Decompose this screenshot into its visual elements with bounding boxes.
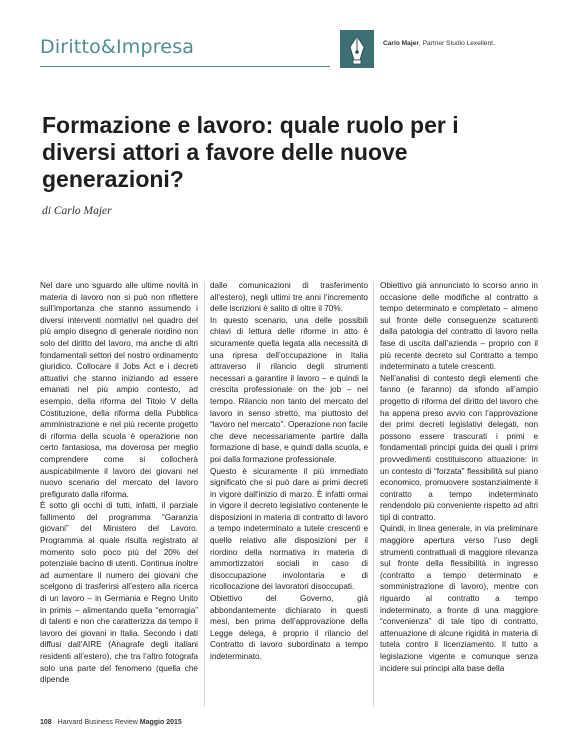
author-name: Carlo Majer <box>383 40 419 47</box>
article-column-2 <box>210 280 368 663</box>
paragraph: Obiettivo già annunciato lo scorso anno in occasione delle modifiche al contratto a tempo determinato e completato – almeno sul fronte delle conseguenze scaturenti dalla patologia del contratto di lavoro nella fase di uscita dall’azienda – proprio con il più recente decreto sul Contratto a tempo indeterminato a tutele crescenti. <box>380 281 538 372</box>
paragraph: Nel dare uno sguardo alle ultime novità in materia di lavoro non si può non riflettere sull’importanza che stanno assumendo i diversi interventi normativi nel quadro del più ampio disegno di generale riordino non solo del diritto del lavoro, ma anche di altri fondamentali settori del nostro ordinamento giuridico. Collocare il Jobs Act e i decreti attuativi che stanno iniziando ad essere emanati nel più ampio contesto, ad esempio, della riforma del Titolo V della Costituzione, della riforma della Pubblica amministrazione e nel più recente progetto di riforma della scuola è operazione non certo fantasiosa, ma doverosa per meglio comprendere come si collocherà auspicabilmente il lavoro dei giovani nel nuovo scenario del mercato del lavoro prefigurato dalla riforma. <box>40 281 198 499</box>
column-divider <box>373 282 374 707</box>
paragraph: In questo scenario, una delle possibili chiavi di lettura delle riforme in atto è sicuramente quella legata alla necessità di una ripresa dell’occupazione in Italia attraverso il rilancio degli strumenti necessari a garantire il lavoro – e quindi la crescita professionale on the job – nel tempo. Rilancio non tanto del mercato del lavoro in senso stretto, ma piuttosto del “lavoro nel mercato”. Operazione non facile che deve necessariamente partire dalla formazione di base, e quindi dalla scuola, e poi dalla formazione professionale. <box>210 315 368 464</box>
paragraph: Quindi, in linea generale, in via preliminare maggiore apertura verso l’uso degli strumenti contrattuali di maggiore rilevanza sul fronte della flessibilità in ingresso (contratto a tempo determinato e somministrazione di lavoro), mentre con riguardo al contratto a tempo indeterminato, a fronte di una maggiore “convenienza” di tale tipo di contratto, attenuazione di alcune rigidità in materia di tutela contro il licenziamento. Il tutto a legislazione vigente e comunque senza incidere sui principi alla base della <box>380 524 538 673</box>
paragraph: Obiettivo del Governo, già abbondantemente dichiarato in questi mesi, ben prima dell’approvazione della Legge delega, è proprio il rilancio del Contratto di lavoro subordinato a tempo indeterminato. <box>210 594 368 661</box>
author-role: , Partner Studio Lexellent. <box>418 40 495 47</box>
pen-icon-box <box>340 30 374 68</box>
paragraph: Questo è sicuramente il più immediato significato che si può dare ai primi decreti in vigore dall’inizio di marzo. È infatti ormai in vigore il decreto legislativo contenente le disposizioni in materia di contratto di lavoro a tempo indeterminato a tutele crescenti e quello relativo alle disposizioni per il riordino della normativa in materia di ammortizzatori sociali in caso di disoccupazione involontaria e di ricollocazione dei lavoratori disoccupati. <box>210 466 368 592</box>
page-footer <box>40 719 182 726</box>
section-rule <box>40 66 330 67</box>
article-byline: di Carlo Majer <box>42 205 112 217</box>
issue-date: Maggio 2015 <box>139 719 182 726</box>
article-column-1 <box>40 280 198 686</box>
pen-nib-icon <box>340 30 374 68</box>
article-headline: Formazione e lavoro: quale ruolo per i diversi attori a favore delle nuove generazioni? <box>42 112 459 192</box>
author-note <box>383 40 495 47</box>
paragraph: dalle comunicazioni di trasferimento all’estero), negli ultimi tre anni l’incremento delle iscrizioni è salito di oltre il 70%. <box>210 281 368 314</box>
page-number: 108 <box>40 719 52 726</box>
paragraph: Nell’analisi di contesto degli elementi che fanno (e faranno) da sfondo all’ampio progetto di riforma del diritto del lavoro che ha appena preso avvio con l’approvazione dei primi decreti legislativi delegati, non possono essere trascurati i primi e fondamentali principi guida dei quali i primi provvedimenti costituiscono attuazione: in un contesto di “forzata” flessibilità sul piano economico, promuovere sostanzialmente il contratto a tempo indeterminato rendendolo più conveniente rispetto ad altri tipi di contratto. <box>380 373 538 522</box>
magazine-name: Harvard Business Review <box>57 719 138 726</box>
paragraph: È sotto gli occhi di tutti, infatti, il parziale fallimento del programma “Garanzia giovani” del Ministero del Lavoro. Programma al quale risulta registrato al momento solo poco più del 20% del potenziale bacino di utenti. Continua inoltre ad aumentare il numero dei giovani che scelgono di trasferirsi all’estero alla ricerca di un lavoro – in Germania e Regno Unito in primis – alimentando quella “emorragia” di talenti e non che caratterizza da tempo il lavoro dei giovani in Italia. Secondo i dati diffusi dall’AIRE (Anagrafe degli italiani residenti all’estero), che tra l’altro fotografa solo una parte del fenomeno (quella che dipende <box>40 501 198 685</box>
article-column-3 <box>380 280 538 674</box>
section-title: Diritto&Impresa <box>40 36 195 58</box>
column-divider <box>204 282 205 707</box>
